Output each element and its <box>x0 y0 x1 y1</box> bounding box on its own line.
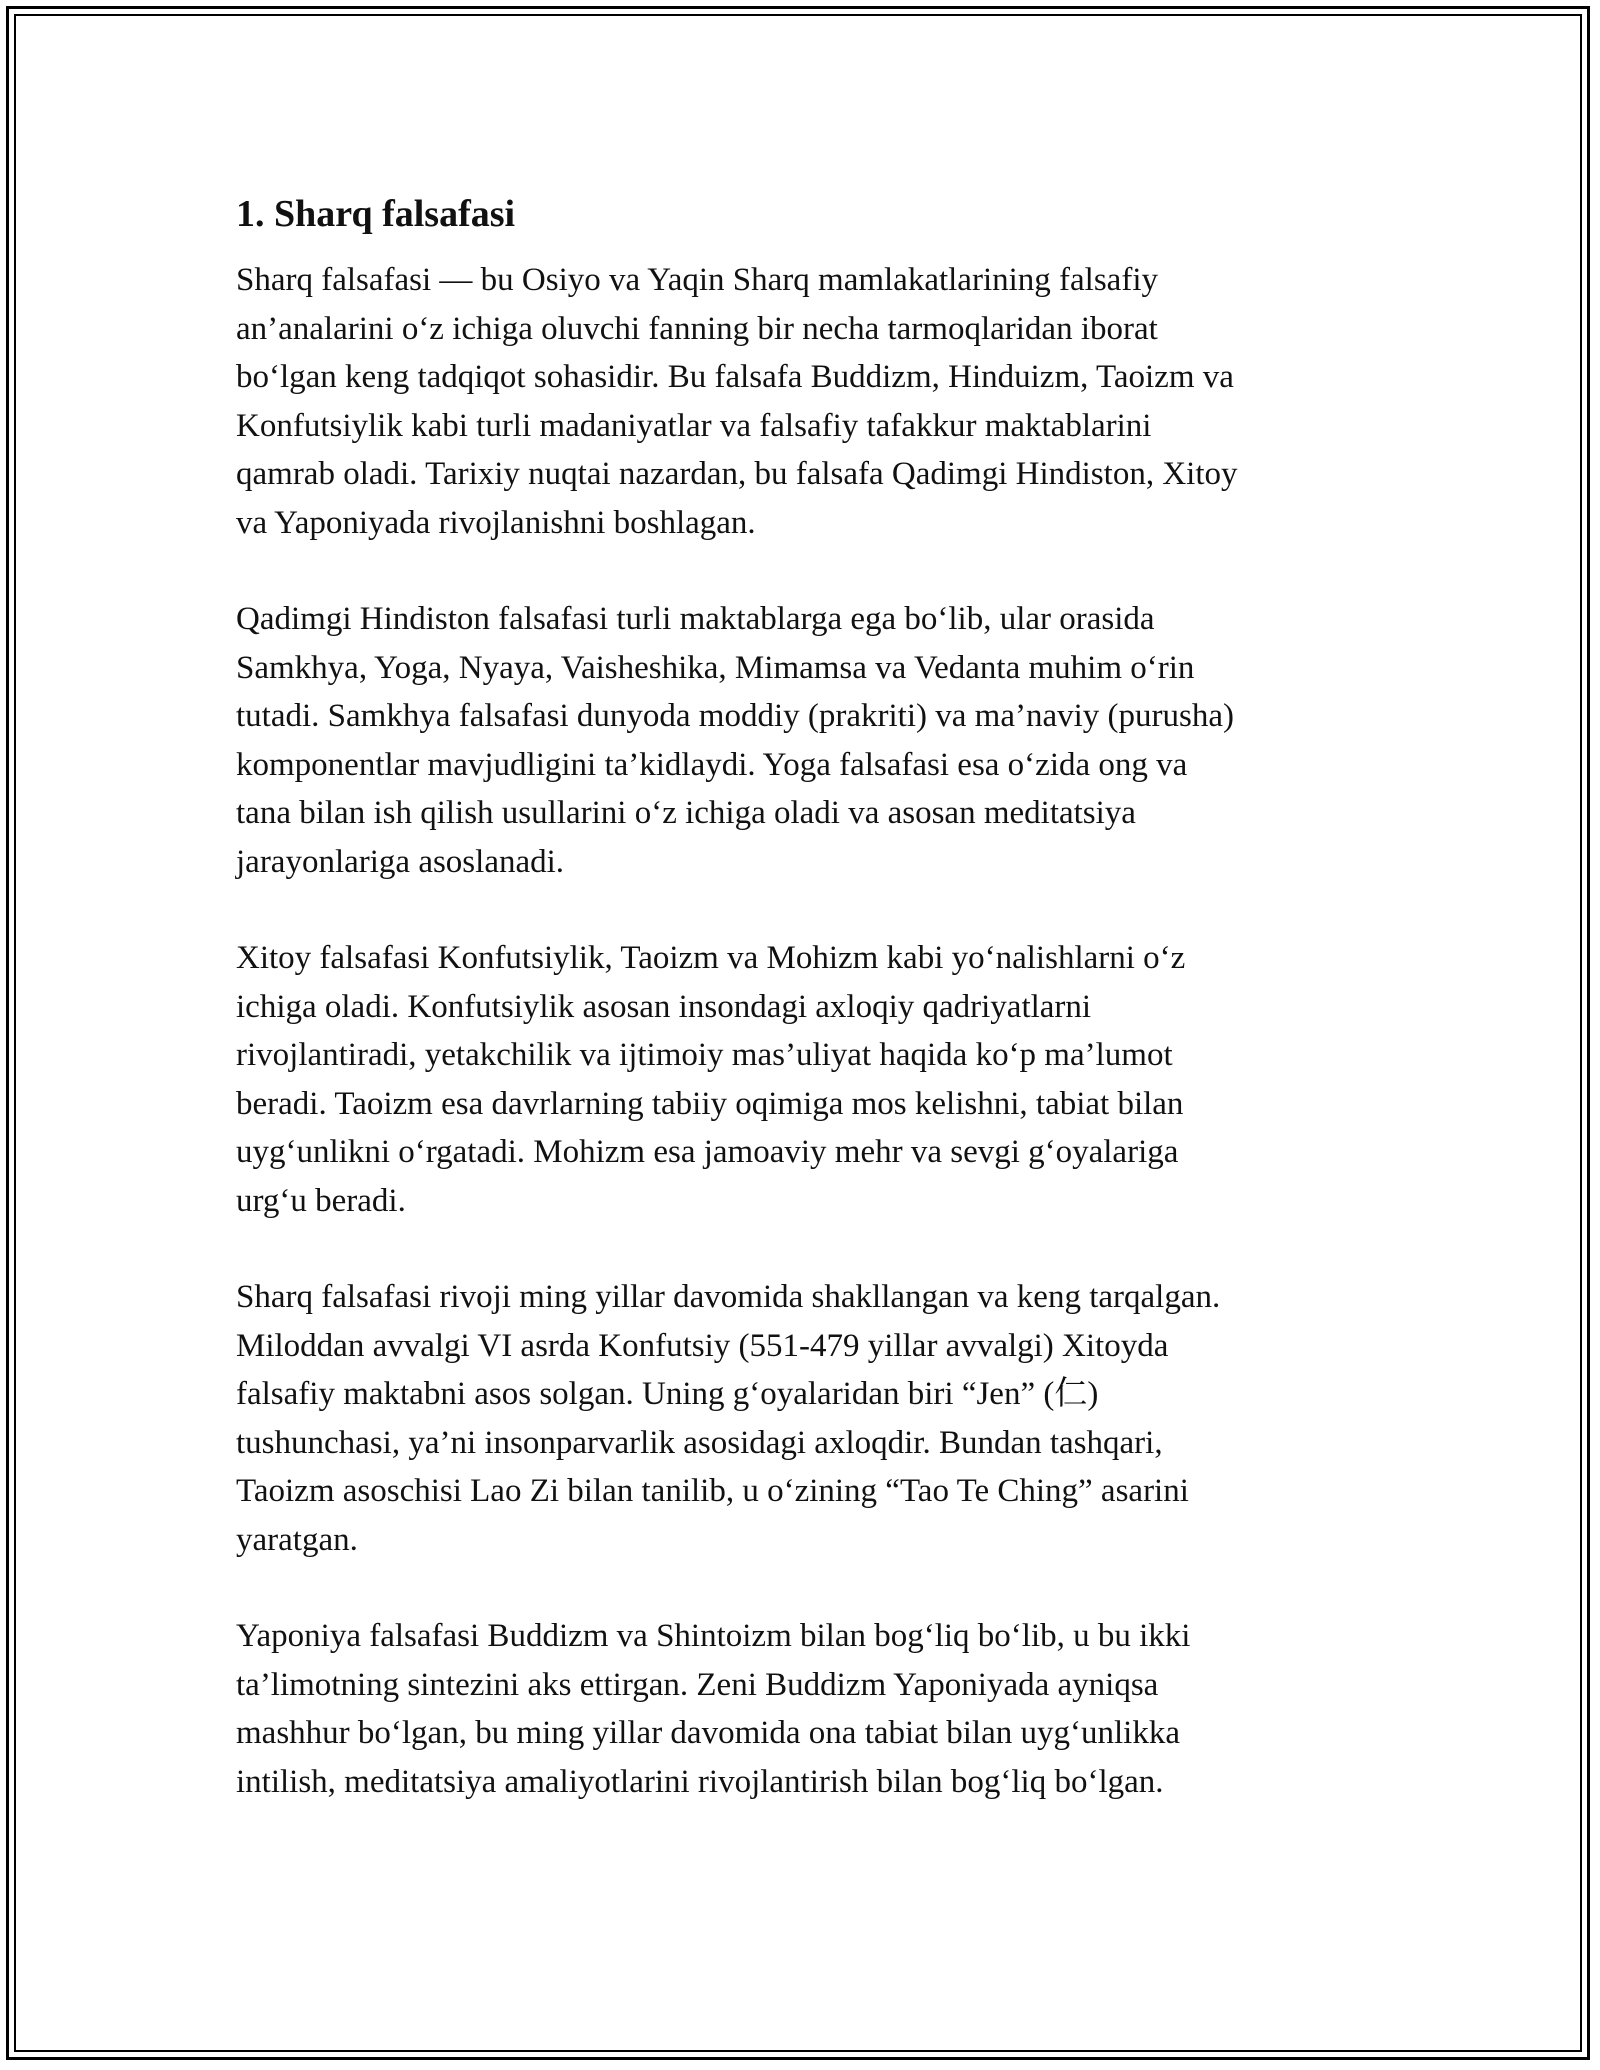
document-body <box>236 186 1366 1806</box>
paragraph-introduction: Sharq falsafasi — bu Osiyo va Yaqin Sharq mamlakatlarining falsafiy an’analarini o‘z ichiga oluvchi fanning bir necha tarmoqlaridan iborat bo‘lgan keng tadqiqot sohasidir. Bu falsafa Buddizm, Hinduizm, Taoizm va Konfutsiylik kabi turli madaniyatlar va falsafiy tafakkur maktablarini qamrab oladi. Tarixiy nuqtai nazardan, bu falsafa Qadimgi Hindiston, Xitoy va Yaponiyada rivojlanishni boshlagan. <box>236 262 1238 541</box>
paragraph-indian-philosophy: Qadimgi Hindiston falsafasi turli maktablarga ega bo‘lib, ular orasida Samkhya, Yoga, Nyaya, Vaisheshika, Mimamsa va Vedanta muhim o‘rin tutadi. Samkhya falsafasi dunyoda moddiy (prakriti) va ma’naviy (purusha) komponentlar mavjudligini ta’kidlaydi. Yoga falsafasi esa o‘zida ong va tana bilan ish qilish usullarini o‘z ichiga oladi va asosan meditatsiya jarayonlariga asoslanadi. <box>236 601 1234 880</box>
paragraph-japanese-philosophy: Yaponiya falsafasi Buddizm va Shintoizm bilan bog‘liq bo‘lib, u bu ikki ta’limotning sintezini aks ettirgan. Zeni Buddizm Yaponiyada ayniqsa mashhur bo‘lgan, bu ming yillar davomida ona tabiat bilan uyg‘unlikka intilish, meditatsiya amaliyotlarini rivojlantirish bilan bog‘liq bo‘lgan. <box>236 1618 1191 1800</box>
paragraph-history: Sharq falsafasi rivoji ming yillar davomida shakllangan va keng tarqalgan. Miloddan avvalgi VI asrda Konfutsiy (551-479 yillar avvalgi) Xitoyda falsafiy maktabni asos solgan. Uning g‘oyalaridan biri “Jen” (仁) tushunchasi, ya’ni insonparvarlik asosidagi axloqdir. Bundan tashqari, Taoizm asoschisi Lao Zi bilan tanilib, u o‘zining “Tao Te Ching” asarini yaratgan. <box>236 1279 1221 1558</box>
section-heading: 1. Sharq falsafasi <box>236 193 516 235</box>
paragraph-chinese-philosophy: Xitoy falsafasi Konfutsiylik, Taoizm va Mohizm kabi yo‘nalishlarni o‘z ichiga oladi. Konfutsiylik asosan insondagi axloqiy qadriyatlarni rivojlantiradi, yetakchilik va ijtimoiy mas’uliyat haqida ko‘p ma’lumot beradi. Taoizm esa davrlarning tabiiy oqimiga mos kelishni, tabiat bilan uyg‘unlikni o‘rgatadi. Mohizm esa jamoaviy mehr va sevgi g‘oyalariga urg‘u beradi. <box>236 940 1186 1219</box>
